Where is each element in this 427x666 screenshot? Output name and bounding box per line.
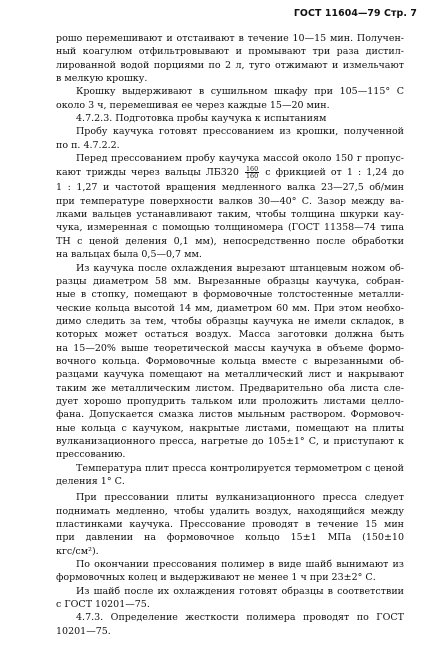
text-line: Крошку выдерживают в сушильном шкафу при 105—115° С: [76, 86, 404, 98]
text-line: поднимать медленно, чтобы удалить воздух, находящийся между: [56, 505, 404, 517]
text-line: кгс/см²).: [56, 545, 99, 557]
text-line: разцами каучука помещают на металлический лист и накрывают: [56, 369, 404, 381]
text-line: формовочных колец и выдерживают не менее 1 ч при 23±2° С.: [56, 572, 376, 584]
body-text: [56, 32, 404, 638]
text-line: разцы диаметром 58 мм. Вырезанные образцы каучука, собран-: [56, 275, 404, 287]
text-line: ТН с ценой деления 0,1 мм), непосредственно после обработки: [56, 235, 404, 247]
section-heading: 4.7.2.3. Подготовка пробы каучука к испытаниям: [76, 113, 327, 125]
text-line: Перед прессованием пробу каучука массой около 150 г пропус-: [76, 153, 404, 165]
fraction-line-before: кают трижды через вальцы ЛБ320: [56, 167, 239, 179]
text-line: Из шайб после их охлаждения готовят образцы в соответствии: [76, 585, 404, 597]
text-line: димо следить за тем, чтобы образцы каучука не имели складок, в: [56, 315, 404, 327]
text-line: в мелкую крошку.: [56, 73, 148, 85]
text-line: при давлении на формовочное кольцо 15±1 МПа (150±10: [56, 532, 404, 544]
text-line: ные кольца с каучуком, накрытые листами, помещают на плиты: [56, 422, 404, 434]
text-line: пластинками каучука. Прессование проводят в течение 15 мин: [56, 519, 404, 531]
text-line: ные в стопку, помещают в формовочные толстостенные металли-: [56, 289, 404, 301]
text-line: деления 1° С.: [56, 476, 125, 487]
fraction-numerator: 160: [245, 165, 259, 174]
text-line: около 3 ч, перемешивая ее через каждые 15—20 мин.: [56, 99, 330, 111]
fraction-denominator: 160: [245, 172, 259, 181]
text-line: вочного кольца. Формовочные кольца вместе с вырезанными об-: [56, 355, 404, 367]
text-line: ческие кольца высотой 14 мм, диаметром 60 мм. При этом необхо-: [56, 302, 404, 314]
text-line: 1 : 1,27 и частотой вращения медленного валка 23—27,5 об/мин: [56, 182, 404, 194]
rolls-fraction: [245, 166, 259, 180]
text-line: которых может остаться воздух. Масса заготовки должна быть: [56, 329, 404, 341]
text-line: на 15—20% выше теоретической массы каучука в объеме формо-: [56, 342, 404, 354]
fraction-line-after: с фрикцией от 1 : 1,24 до: [265, 167, 404, 179]
text-line: Пробу каучука готовят прессованием из крошки, полученной: [76, 126, 404, 138]
text-line: Из каучука после охлаждения вырезают штанцевым ножом об-: [76, 262, 404, 274]
text-line: прессованию.: [56, 449, 126, 461]
text-line: с ГОСТ 10201—75.: [56, 599, 150, 611]
text-line: ный коагулюм отфильтровывают и промывают три раза дистил-: [56, 46, 404, 58]
text-line: при температуре поверхности валков 30—40° С. Зазор между ва-: [56, 195, 404, 207]
text-line: дует хорошо пропудрить тальком или проложить листами целло-: [56, 395, 404, 407]
text-line: вулканизационного пресса, нагретые до 105±1° С, и приступают к: [56, 435, 404, 447]
fraction-line: [56, 165, 404, 181]
text-line: по п. 4.7.2.2.: [56, 139, 120, 151]
text-line: 10201—75.: [56, 625, 111, 637]
text-line: 4.7.3. Определение жесткости полимера проводят по ГОСТ: [76, 612, 404, 624]
text-line: Температура плит пресса контролируется термометром с ценой: [76, 462, 404, 474]
text-line: рошо перемешивают и отстаивают в течение 10—15 мин. Получен-: [56, 33, 404, 44]
text-line: При прессовании плиты вулканизационного пресса следует: [76, 492, 404, 504]
text-line: таким же металлическим листом. Предварительно оба листа сле-: [56, 382, 404, 394]
text-line: чука, измеренная с помощью толщиномера (ГОСТ 11358—74 типа: [56, 222, 404, 234]
text-line: лированной водой порциями по 2 л, туго отжимают и измельчают: [56, 59, 404, 71]
page-header: ГОСТ 11604—79 Стр. 7: [293, 8, 417, 19]
text-line: на вальцах была 0,5—0,7 мм.: [56, 249, 202, 261]
text-line: лками вальцев устанавливают таким, чтобы толщина шкурки кау-: [56, 209, 404, 221]
text-line: фана. Допускается смазка листов мыльным раствором. Формовоч-: [56, 409, 404, 421]
text-line: По окончании прессования полимер в виде шайб вынимают из: [76, 559, 404, 571]
